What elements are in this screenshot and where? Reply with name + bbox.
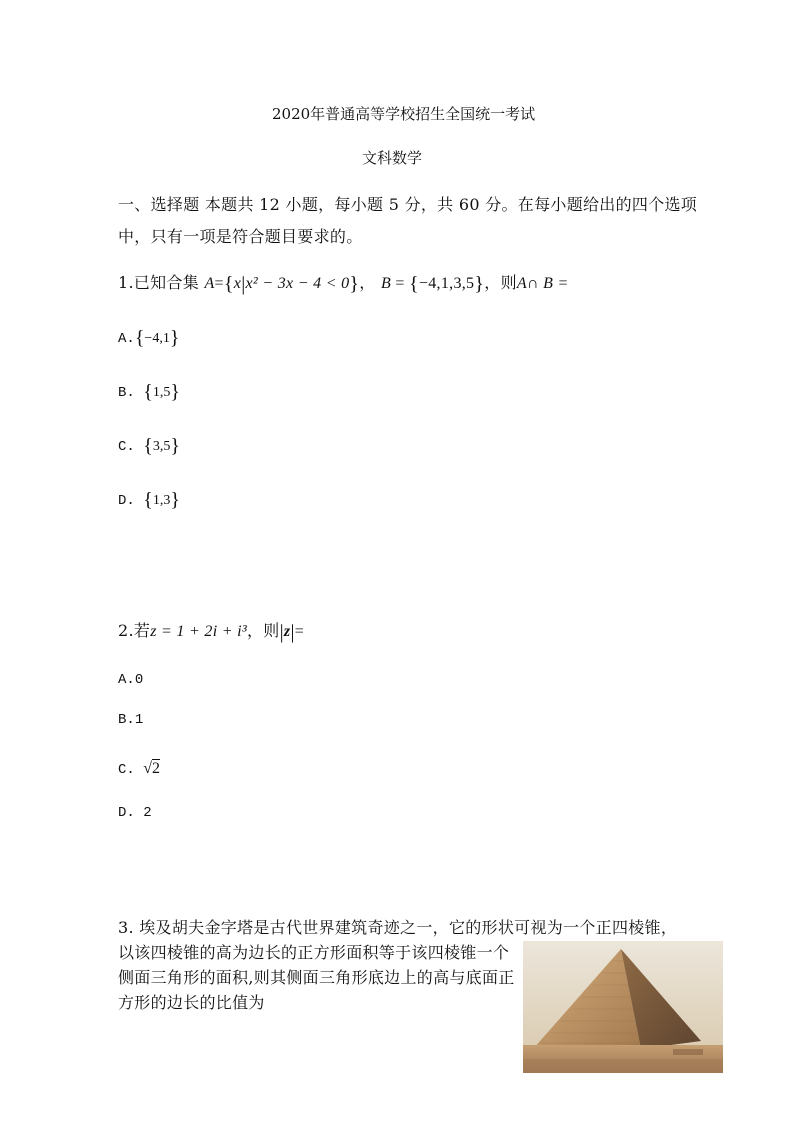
- foreground-rubble: [523, 1059, 723, 1073]
- abs-variable: z: [283, 623, 291, 640]
- q1-option-c[interactable]: [118, 435, 180, 458]
- option-label: A.: [118, 672, 135, 688]
- q1-option-d[interactable]: [118, 489, 180, 512]
- right-brace-icon: }: [474, 273, 485, 295]
- option-value: 1: [134, 712, 144, 728]
- right-brace-icon: }: [170, 435, 180, 457]
- equals-sign: =: [214, 275, 224, 292]
- question-2-number: 2.: [118, 621, 134, 640]
- right-brace-icon: }: [170, 489, 180, 511]
- section-instruction-line2: 中，只有一项是符合题目要求的。: [118, 227, 363, 246]
- question-3-line2: 以该四棱锥的高为边长的正方形面积等于该四棱锥一个: [118, 943, 510, 962]
- question-1-number: 1.: [118, 273, 134, 292]
- option-value: 1,3: [152, 493, 171, 508]
- left-brace-icon: {: [409, 273, 419, 295]
- left-brace-icon: {: [134, 327, 145, 349]
- then-text: ，则: [247, 621, 280, 640]
- sqrt-radicand: 2: [152, 760, 160, 777]
- right-brace-icon: }: [169, 327, 180, 349]
- sqrt-icon: √2: [143, 760, 160, 777]
- set-a-name: A: [204, 275, 215, 292]
- q2-option-c[interactable]: [118, 760, 160, 778]
- equals-tail: =: [294, 623, 305, 640]
- q1-option-a[interactable]: [118, 327, 179, 350]
- pyramid-photo: [523, 941, 723, 1073]
- question-1-stem: 1.已知合集 A={x|x² − 3x − 4 < 0}， B = {−4,1,3,5}，则A∩ B =: [118, 273, 569, 295]
- abs-bar-icon: |: [290, 621, 295, 643]
- question-1-text: 已知合集: [133, 273, 200, 292]
- option-label: B.: [118, 712, 135, 728]
- option-value: 1,5: [152, 385, 171, 400]
- left-brace-icon: {: [143, 381, 153, 403]
- question-3-line1: 3. 埃及胡夫金字塔是古代世界建筑奇迹之一，它的形状可视为一个正四棱锥，: [118, 918, 678, 937]
- option-label: A.: [118, 331, 135, 347]
- option-label: D.: [118, 493, 135, 509]
- q2-option-a[interactable]: [118, 672, 143, 688]
- vertical-bar-icon: |: [241, 273, 246, 295]
- left-brace-icon: {: [143, 489, 153, 511]
- left-brace-icon: {: [223, 273, 234, 295]
- question-2-stem: [118, 618, 304, 644]
- intersection-expr: A∩ B =: [516, 275, 569, 292]
- question-2-prefix: 若: [133, 621, 151, 640]
- comma: ，: [359, 273, 376, 292]
- set-b-elements: −4,1,3,5: [418, 275, 475, 292]
- option-label: D.: [118, 805, 135, 821]
- set-b-name: B: [381, 275, 392, 292]
- q2-option-d[interactable]: [118, 805, 152, 821]
- then-text: ，则: [484, 273, 517, 292]
- option-label: C.: [118, 762, 135, 778]
- set-a-condition: x² − 3x − 4 < 0: [245, 275, 350, 292]
- option-value: 2: [143, 805, 152, 821]
- distant-ruins: [673, 1049, 703, 1055]
- abs-bar-icon: |: [279, 621, 284, 643]
- q1-option-b[interactable]: [118, 381, 180, 404]
- left-brace-icon: {: [143, 435, 153, 457]
- exam-title: 2020年普通高等学校招生全国统一考试: [272, 105, 536, 123]
- option-label: C.: [118, 439, 135, 455]
- question-3-line4: 方形的边长的比值为: [118, 993, 265, 1012]
- option-value: 3,5: [152, 439, 171, 454]
- z-expression: z = 1 + 2i + i³: [150, 623, 247, 640]
- section-instruction-line1: 一、选择题 本题共 12 小题，每小题 5 分，共 60 分。在每小题给出的四个选项: [118, 195, 698, 214]
- set-a-variable: x: [233, 275, 242, 292]
- option-value: −4,1: [144, 331, 170, 346]
- option-value: 0: [134, 672, 144, 688]
- q2-option-b[interactable]: [118, 712, 143, 728]
- right-brace-icon: }: [170, 381, 180, 403]
- option-label: B.: [118, 385, 135, 401]
- exam-subtitle: 文科数学: [362, 149, 423, 167]
- right-brace-icon: }: [349, 273, 360, 295]
- question-3-line3: 侧面三角形的面积,则其侧面三角形底边上的高与底面正: [118, 968, 515, 987]
